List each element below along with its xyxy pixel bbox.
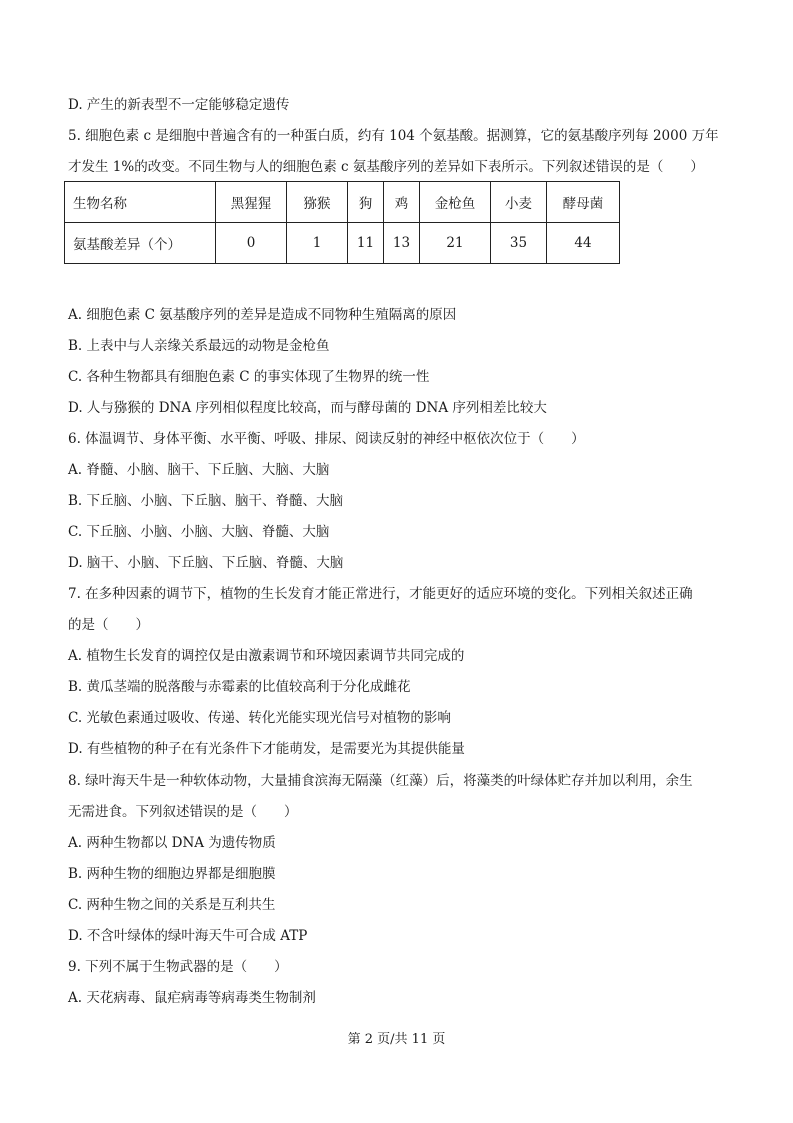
question-7-stem-line-2: 的是（ ） xyxy=(68,617,149,633)
question-5-option-b: B. 上表中与人亲缘关系最远的动物是金枪鱼 xyxy=(68,338,330,354)
question-6-stem: 6. 体温调节、身体平衡、水平衡、呼吸、排尿、阅读反射的神经中枢依次位于（ ） xyxy=(68,431,585,447)
question-8-option-d: D. 不含叶绿体的绿叶海天牛可合成 ATP xyxy=(68,928,308,944)
cytochrome-c-difference-table xyxy=(64,181,620,264)
table-header-cell: 狗 xyxy=(348,182,384,223)
table-cell: 35 xyxy=(491,223,547,264)
question-4-option-d: D. 产生的新表型不一定能够稳定遗传 xyxy=(68,97,290,113)
question-8-option-b: B. 两种生物的细胞边界都是细胞膜 xyxy=(68,866,276,882)
table-row-label: 氨基酸差异（个） xyxy=(65,223,216,264)
question-8-stem-line-2: 无需进食。下列叙述错误的是（ ） xyxy=(68,804,298,820)
question-8-stem-line-1: 8. 绿叶海天牛是一种软体动物，大量捕食滨海无隔藻（红藻）后，将藻类的叶绿体贮存并加以利用，余生 xyxy=(68,773,693,789)
table-header-cell: 黑猩猩 xyxy=(216,182,287,223)
question-7-option-a: A. 植物生长发育的调控仅是由激素调节和环境因素调节共同完成的 xyxy=(68,648,465,664)
question-5-stem-line-2: 才发生 1%的改变。不同生物与人的细胞色素 c 氨基酸序列的差异如下表所示。下列叙述错误的是（ ） xyxy=(68,159,704,175)
table-row xyxy=(65,223,620,264)
question-7-option-b: B. 黄瓜茎端的脱落酸与赤霉素的比值较高利于分化成雌花 xyxy=(68,679,411,695)
question-9-stem: 9. 下列不属于生物武器的是（ ） xyxy=(68,959,288,975)
question-6-option-d: D. 脑干、小脑、下丘脑、下丘脑、脊髓、大脑 xyxy=(68,555,344,571)
question-7-option-d: D. 有些植物的种子在有光条件下才能萌发，是需要光为其提供能量 xyxy=(68,741,465,757)
question-5-option-d: D. 人与猕猴的 DNA 序列相似程度比较高，而与酵母菌的 DNA 序列相差比较大 xyxy=(68,400,547,416)
question-6-option-c: C. 下丘脑、小脑、小脑、大脑、脊髓、大脑 xyxy=(68,524,330,540)
table-header-cell: 猕猴 xyxy=(287,182,348,223)
question-5-stem-line-1: 5. 细胞色素 c 是细胞中普遍含有的一种蛋白质，约有 104 个氨基酸。据测算，它的氨基酸序列每 2000 万年 xyxy=(68,128,719,144)
page-footer: 第 2 页/共 11 页 xyxy=(347,1032,446,1047)
table-cell: 0 xyxy=(216,223,287,264)
question-8-option-a: A. 两种生物都以 DNA 为遗传物质 xyxy=(68,835,276,851)
table-header-cell: 小麦 xyxy=(491,182,547,223)
question-7-option-c: C. 光敏色素通过吸收、传递、转化光能实现光信号对植物的影响 xyxy=(68,710,451,726)
question-5-option-c: C. 各种生物都具有细胞色素 C 的事实体现了生物界的统一性 xyxy=(68,369,430,385)
table-header-cell: 酵母菌 xyxy=(547,182,620,223)
question-5-option-a: A. 细胞色素 C 氨基酸序列的差异是造成不同物种生殖隔离的原因 xyxy=(68,307,457,323)
table-cell: 44 xyxy=(547,223,620,264)
question-9-option-a: A. 天花病毒、鼠疟病毒等病毒类生物制剂 xyxy=(68,990,316,1006)
question-6-option-b: B. 下丘脑、小脑、下丘脑、脑干、脊髓、大脑 xyxy=(68,493,344,509)
table-cell: 13 xyxy=(384,223,420,264)
question-8-option-c: C. 两种生物之间的关系是互利共生 xyxy=(68,897,276,913)
table-cell: 21 xyxy=(420,223,491,264)
table-header-cell: 金枪鱼 xyxy=(420,182,491,223)
table-cell: 1 xyxy=(287,223,348,264)
question-6-option-a: A. 脊髓、小脑、脑干、下丘脑、大脑、大脑 xyxy=(68,462,330,478)
table-header-row xyxy=(65,182,620,223)
question-7-stem-line-1: 7. 在多种因素的调节下，植物的生长发育才能正常进行，才能更好的适应环境的变化。下列相关叙述正确 xyxy=(68,586,693,602)
table-header-cell: 生物名称 xyxy=(65,182,216,223)
table-cell: 11 xyxy=(348,223,384,264)
table-header-cell: 鸡 xyxy=(384,182,420,223)
